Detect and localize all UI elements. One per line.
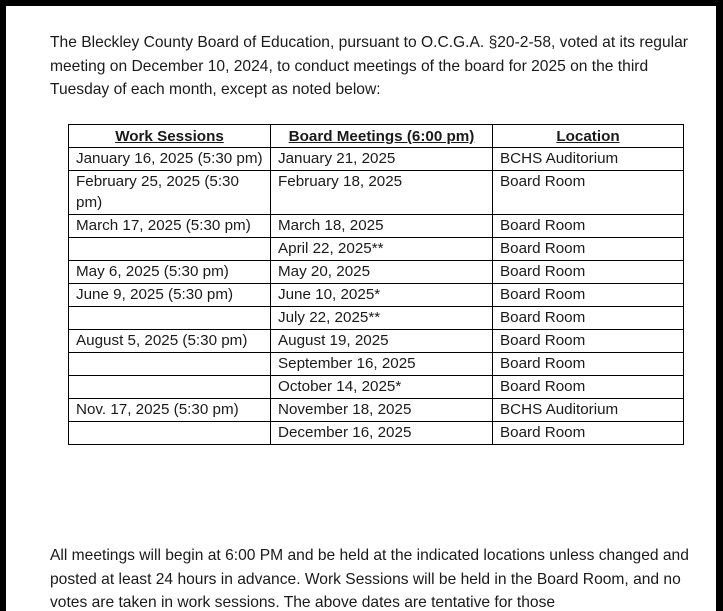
- board-meeting-cell: January 21, 2025: [271, 148, 493, 171]
- work-session-cell: March 17, 2025 (5:30 pm): [69, 215, 271, 238]
- table-row: [69, 307, 684, 330]
- board-meeting-cell: May 20, 2025: [271, 261, 493, 284]
- document-page: [6, 6, 716, 611]
- header-board-meetings: Board Meetings (6:00 pm): [271, 125, 493, 148]
- work-session-cell: [69, 422, 271, 445]
- location-cell: Board Room: [493, 353, 684, 376]
- work-session-cell: [69, 307, 271, 330]
- table-header-row: [69, 125, 684, 148]
- board-meeting-cell: June 10, 2025*: [271, 284, 493, 307]
- header-work-sessions: Work Sessions: [69, 125, 271, 148]
- board-meeting-cell: February 18, 2025: [271, 171, 493, 215]
- board-meeting-cell: November 18, 2025: [271, 399, 493, 422]
- table-row: [69, 148, 684, 171]
- work-session-cell: [69, 238, 271, 261]
- table-row: [69, 171, 684, 215]
- location-cell: Board Room: [493, 422, 684, 445]
- board-meeting-cell: August 19, 2025: [271, 330, 493, 353]
- table-row: [69, 284, 684, 307]
- table-row: [69, 215, 684, 238]
- location-cell: Board Room: [493, 307, 684, 330]
- board-meeting-cell: December 16, 2025: [271, 422, 493, 445]
- board-meeting-cell: October 14, 2025*: [271, 376, 493, 399]
- footer-paragraph: All meetings will begin at 6:00 PM and be held at the indicated locations unless changed and posted at least 24 hours in advance. Work Sessions will be held in the Board Room, and no votes are taken in work sessions. The above dates are tentative for those: [50, 547, 689, 611]
- work-session-cell: May 6, 2025 (5:30 pm): [69, 261, 271, 284]
- work-session-cell: February 25, 2025 (5:30 pm): [69, 171, 271, 215]
- work-session-cell: [69, 376, 271, 399]
- table-row: [69, 399, 684, 422]
- work-session-cell: [69, 353, 271, 376]
- work-session-cell: January 16, 2025 (5:30 pm): [69, 148, 271, 171]
- work-session-cell: August 5, 2025 (5:30 pm): [69, 330, 271, 353]
- location-cell: Board Room: [493, 376, 684, 399]
- table-row: [69, 422, 684, 445]
- work-session-cell: June 9, 2025 (5:30 pm): [69, 284, 271, 307]
- location-cell: BCHS Auditorium: [493, 399, 684, 422]
- board-meeting-cell: March 18, 2025: [271, 215, 493, 238]
- board-meeting-cell: September 16, 2025: [271, 353, 493, 376]
- table-row: [69, 238, 684, 261]
- table-row: [69, 353, 684, 376]
- intro-paragraph: The Bleckley County Board of Education, pursuant to O.C.G.A. §20-2-58, voted at its regular meeting on December 10, 2024, to conduct meetings of the board for 2025 on the third Tuesday of each month, except as noted below:: [50, 34, 688, 98]
- location-cell: Board Room: [493, 284, 684, 307]
- location-cell: Board Room: [493, 330, 684, 353]
- table-row: [69, 261, 684, 284]
- board-meeting-cell: July 22, 2025**: [271, 307, 493, 330]
- location-cell: Board Room: [493, 215, 684, 238]
- location-cell: Board Room: [493, 261, 684, 284]
- location-cell: BCHS Auditorium: [493, 148, 684, 171]
- table-row: [69, 376, 684, 399]
- location-cell: Board Room: [493, 238, 684, 261]
- board-meeting-cell: April 22, 2025**: [271, 238, 493, 261]
- meeting-schedule-table: [68, 124, 684, 445]
- header-location: Location: [493, 125, 684, 148]
- table-row: [69, 330, 684, 353]
- location-cell: Board Room: [493, 171, 684, 215]
- work-session-cell: Nov. 17, 2025 (5:30 pm): [69, 399, 271, 422]
